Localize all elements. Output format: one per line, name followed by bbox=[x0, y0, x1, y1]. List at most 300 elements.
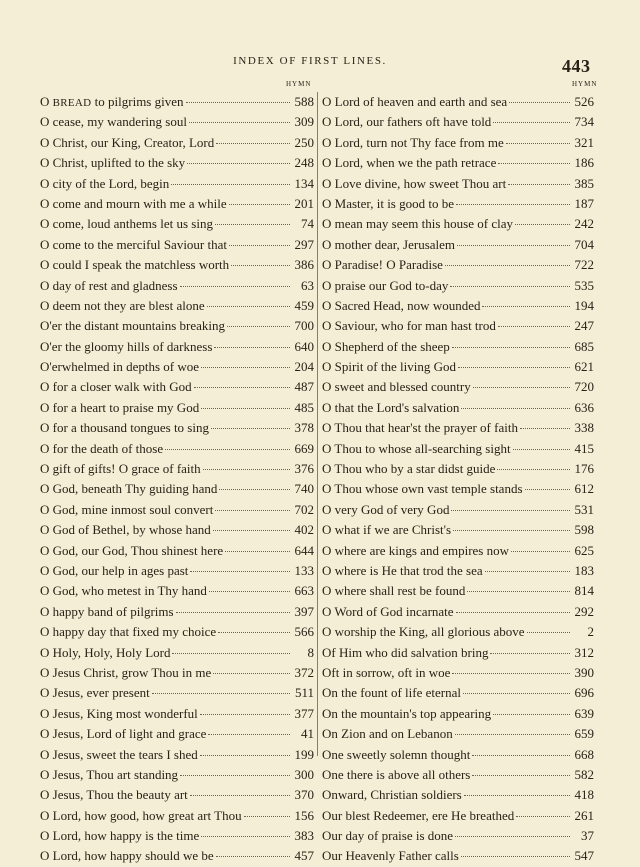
index-entry bbox=[40, 398, 314, 418]
dot-leader bbox=[515, 224, 570, 225]
first-line-text: Our blest Redeemer, ere He breathed bbox=[322, 807, 515, 823]
dot-leader bbox=[200, 714, 290, 715]
dot-leader bbox=[456, 204, 570, 205]
hymn-number: 566 bbox=[294, 624, 314, 640]
hymn-number: 704 bbox=[574, 236, 594, 252]
first-line-text: O Lord, how good, how great art Thou bbox=[40, 807, 242, 823]
first-line-text: O could I speak the matchless worth bbox=[40, 257, 230, 273]
dot-leader bbox=[213, 530, 290, 531]
hymn-number: 582 bbox=[574, 766, 594, 782]
dot-leader bbox=[458, 367, 570, 368]
index-entry bbox=[322, 683, 594, 703]
first-line-text: O Saviour, who for man hast trod bbox=[322, 318, 496, 334]
hymn-number: 194 bbox=[574, 297, 594, 313]
page-title: INDEX OF FIRST LINES. bbox=[233, 55, 387, 67]
dot-leader bbox=[450, 286, 570, 287]
index-entry bbox=[322, 826, 594, 846]
index-column-left bbox=[40, 92, 314, 867]
index-entry bbox=[40, 520, 314, 540]
hymn-number: 740 bbox=[294, 481, 314, 497]
first-line-text: O Shepherd of the sheep bbox=[322, 338, 450, 354]
dot-leader bbox=[229, 204, 290, 205]
dot-leader bbox=[472, 775, 570, 776]
dot-leader bbox=[509, 102, 570, 103]
index-entry bbox=[322, 133, 594, 153]
first-line-text: O for the death of those bbox=[40, 440, 164, 456]
dot-leader bbox=[216, 856, 290, 857]
index-entry bbox=[40, 500, 314, 520]
dot-leader bbox=[186, 102, 290, 103]
hymn-number: 74 bbox=[301, 216, 314, 232]
index-entry bbox=[40, 316, 314, 336]
hymn-number: 636 bbox=[574, 399, 594, 415]
index-entry bbox=[322, 296, 594, 316]
first-line-text: O'er the gloomy hills of darkness bbox=[40, 338, 213, 354]
index-entry bbox=[322, 174, 594, 194]
hymn-number: 386 bbox=[294, 257, 314, 273]
first-line-text: O gift of gifts! O grace of faith bbox=[40, 461, 201, 477]
dot-leader bbox=[229, 245, 290, 246]
first-line-text: O God, mine inmost soul convert bbox=[40, 501, 214, 517]
first-line-text: O deem not they are blest alone bbox=[40, 297, 205, 313]
dot-leader bbox=[218, 632, 290, 633]
first-line-prefix: O bbox=[40, 94, 53, 109]
hymn-number: 720 bbox=[574, 379, 594, 395]
first-line-text: O for a thousand tongues to sing bbox=[40, 420, 209, 436]
first-line-text: O Thou who by a star didst guide bbox=[322, 461, 496, 477]
hymn-number: 41 bbox=[301, 726, 314, 742]
first-line-text: O Jesus Christ, grow Thou in me bbox=[40, 664, 212, 680]
dot-leader bbox=[498, 326, 570, 327]
index-entry bbox=[40, 826, 314, 846]
first-line-text: O sweet and blessed country bbox=[322, 379, 471, 395]
dot-leader bbox=[456, 612, 570, 613]
dot-leader bbox=[493, 714, 570, 715]
dot-leader bbox=[201, 367, 290, 368]
index-entry bbox=[40, 561, 314, 581]
index-entry bbox=[322, 153, 594, 173]
dot-leader bbox=[463, 693, 570, 694]
first-line-text: O come, loud anthems let us sing bbox=[40, 216, 213, 232]
first-line-text: O Word of God incarnate bbox=[322, 603, 454, 619]
hymn-number: 668 bbox=[574, 746, 594, 762]
dot-leader bbox=[171, 184, 290, 185]
hymn-number: 134 bbox=[294, 175, 314, 191]
first-line-text: O Master, it is good to be bbox=[322, 195, 454, 211]
first-line-text: O Holy, Holy, Holy Lord bbox=[40, 644, 171, 660]
index-entry bbox=[322, 418, 594, 438]
dot-leader bbox=[472, 755, 570, 756]
dot-leader bbox=[464, 795, 570, 796]
hymn-number: 621 bbox=[574, 359, 594, 375]
hymn-number: 511 bbox=[294, 685, 314, 701]
dot-leader bbox=[225, 551, 290, 552]
first-line-text: O Jesus, sweet the tears I shed bbox=[40, 746, 198, 762]
hymn-number: 187 bbox=[574, 195, 594, 211]
first-line-text: One there is above all others bbox=[322, 766, 471, 782]
first-line-text: O day of rest and gladness bbox=[40, 277, 178, 293]
hymn-number: 370 bbox=[294, 787, 314, 803]
dot-leader bbox=[498, 163, 570, 164]
hymn-number: 292 bbox=[574, 603, 594, 619]
dot-leader bbox=[213, 673, 290, 674]
dot-leader bbox=[455, 734, 570, 735]
index-entry bbox=[322, 622, 594, 642]
hymn-number: 547 bbox=[574, 848, 594, 864]
dot-leader bbox=[200, 755, 290, 756]
dot-leader bbox=[452, 347, 570, 348]
index-entry bbox=[40, 133, 314, 153]
index-entry bbox=[322, 806, 594, 826]
hymn-number: 535 bbox=[574, 277, 594, 293]
dot-leader bbox=[207, 306, 290, 307]
hymn-number: 156 bbox=[294, 807, 314, 823]
first-line-text: O Jesus, Thou the beauty art bbox=[40, 787, 188, 803]
first-line-text: O city of the Lord, begin bbox=[40, 175, 170, 191]
index-entry bbox=[322, 724, 594, 744]
dot-leader bbox=[172, 653, 290, 654]
index-entry bbox=[40, 194, 314, 214]
first-line-text: O God of Bethel, by whose hand bbox=[40, 522, 211, 538]
index-entry bbox=[322, 276, 594, 296]
hymn-number: 702 bbox=[294, 501, 314, 517]
index-entry bbox=[322, 255, 594, 275]
hymn-number: 321 bbox=[574, 134, 594, 150]
dot-leader bbox=[511, 551, 570, 552]
index-entry bbox=[322, 235, 594, 255]
hymn-number: 397 bbox=[294, 603, 314, 619]
index-entry bbox=[40, 683, 314, 703]
hymn-number: 696 bbox=[574, 685, 594, 701]
dot-leader bbox=[457, 245, 570, 246]
first-line-text: O where are kings and empires now bbox=[322, 542, 509, 558]
dot-leader bbox=[461, 856, 570, 857]
hymn-column-header-left: HYMN bbox=[286, 80, 312, 88]
dot-leader bbox=[452, 673, 570, 674]
hymn-number: 644 bbox=[294, 542, 314, 558]
hymn-number: 385 bbox=[574, 175, 594, 191]
dot-leader bbox=[231, 265, 290, 266]
first-line-text: O Thou whose own vast temple stands bbox=[322, 481, 523, 497]
first-line-text: O Lord, when we the path retrace bbox=[322, 155, 497, 171]
dot-leader bbox=[461, 408, 570, 409]
dot-leader bbox=[180, 286, 290, 287]
first-line-text: O'er the distant mountains breaking bbox=[40, 318, 226, 334]
dot-leader bbox=[520, 428, 570, 429]
hymn-number: 176 bbox=[574, 461, 594, 477]
dot-leader bbox=[219, 489, 290, 490]
index-entry bbox=[40, 377, 314, 397]
first-line-text: O Jesus, King most wonderful bbox=[40, 705, 198, 721]
first-line-text: O Jesus, Thou art standing bbox=[40, 766, 179, 782]
first-line-text: O Christ, our King, Creator, Lord bbox=[40, 134, 215, 150]
hymn-number: 37 bbox=[581, 828, 594, 844]
first-line-text: O Thou that hear'st the prayer of faith bbox=[322, 420, 518, 436]
index-entry bbox=[322, 357, 594, 377]
first-line-text: Onward, Christian soldiers bbox=[322, 787, 462, 803]
first-line-text: O Paradise! O Paradise bbox=[322, 257, 443, 273]
index-entry bbox=[40, 214, 314, 234]
index-entry bbox=[40, 459, 314, 479]
hymn-number: 312 bbox=[574, 644, 594, 660]
dot-leader bbox=[215, 510, 290, 511]
hymn-number: 612 bbox=[574, 481, 594, 497]
hymn-number: 700 bbox=[294, 318, 314, 334]
hymn-number: 2 bbox=[587, 624, 594, 640]
index-entry bbox=[322, 377, 594, 397]
index-entry bbox=[322, 846, 594, 866]
dot-leader bbox=[527, 632, 570, 633]
hymn-number: 625 bbox=[574, 542, 594, 558]
first-line-text: O Love divine, how sweet Thou art bbox=[322, 175, 507, 191]
first-line-text: O God, our God, Thou shinest here bbox=[40, 542, 224, 558]
index-entry bbox=[322, 112, 594, 132]
hymn-number: 8 bbox=[307, 644, 314, 660]
dot-leader bbox=[201, 408, 290, 409]
hymn-number: 383 bbox=[294, 828, 314, 844]
index-entry bbox=[40, 745, 314, 765]
first-line-text: O God, our help in ages past bbox=[40, 562, 189, 578]
dot-leader bbox=[165, 449, 290, 450]
first-line-text bbox=[40, 92, 184, 112]
hymn-number: 598 bbox=[574, 522, 594, 538]
dot-leader bbox=[190, 571, 290, 572]
first-line-text: O where is He that trod the sea bbox=[322, 562, 483, 578]
dot-leader bbox=[244, 816, 290, 817]
hymn-number: 734 bbox=[574, 114, 594, 130]
index-entry bbox=[322, 602, 594, 622]
first-line-text: O happy band of pilgrims bbox=[40, 603, 174, 619]
index-entry bbox=[322, 194, 594, 214]
hymn-number: 588 bbox=[294, 94, 314, 109]
dot-leader bbox=[525, 489, 570, 490]
index-entry bbox=[40, 276, 314, 296]
first-line-text: O God, who metest in Thy hand bbox=[40, 583, 207, 599]
index-entry bbox=[40, 92, 314, 112]
dot-leader bbox=[493, 122, 570, 123]
hymn-number: 669 bbox=[294, 440, 314, 456]
index-entry bbox=[40, 622, 314, 642]
index-entry bbox=[40, 255, 314, 275]
hymn-number: 297 bbox=[294, 236, 314, 252]
first-line-text: O Lord, our fathers oft have told bbox=[322, 114, 492, 130]
first-line-text: O cease, my wandering soul bbox=[40, 114, 187, 130]
first-line-text: O Lord, how happy is the time bbox=[40, 828, 200, 844]
index-entry bbox=[40, 581, 314, 601]
first-line-text: O God, beneath Thy guiding hand bbox=[40, 481, 218, 497]
hymn-number: 659 bbox=[574, 726, 594, 742]
first-line-text: On Zion and on Lebanon bbox=[322, 726, 453, 742]
first-line-text: O mother dear, Jerusalem bbox=[322, 236, 456, 252]
first-line-text: O come and mourn with me a while bbox=[40, 195, 227, 211]
index-entry bbox=[40, 602, 314, 622]
dot-leader bbox=[214, 347, 290, 348]
hymn-number: 485 bbox=[294, 399, 314, 415]
hymn-number: 201 bbox=[294, 195, 314, 211]
first-line-text: Of Him who did salvation bring bbox=[322, 644, 489, 660]
index-entry bbox=[40, 846, 314, 866]
hymn-number: 338 bbox=[574, 420, 594, 436]
hymn-number: 133 bbox=[294, 562, 314, 578]
dot-leader bbox=[482, 306, 570, 307]
first-line-text: O mean may seem this house of clay bbox=[322, 216, 513, 232]
index-entry bbox=[322, 398, 594, 418]
hymn-number: 459 bbox=[294, 297, 314, 313]
index-column-right bbox=[322, 92, 594, 867]
first-line-text: O what if we are Christ's bbox=[322, 522, 452, 538]
hymn-number: 415 bbox=[574, 440, 594, 456]
hymn-number: 300 bbox=[294, 766, 314, 782]
dot-leader bbox=[216, 143, 290, 144]
hymn-number: 378 bbox=[294, 420, 314, 436]
first-line-text: O where shall rest be found bbox=[322, 583, 466, 599]
index-entry bbox=[40, 418, 314, 438]
hymn-number: 531 bbox=[574, 501, 594, 517]
hymn-number: 204 bbox=[294, 359, 314, 375]
first-line-text: Our day of praise is done bbox=[322, 828, 454, 844]
index-entry bbox=[322, 663, 594, 683]
index-entry bbox=[40, 724, 314, 744]
hymn-number: 250 bbox=[294, 134, 314, 150]
hymn-number: 526 bbox=[574, 94, 594, 109]
column-divider bbox=[317, 92, 318, 756]
dot-leader bbox=[227, 326, 290, 327]
hymn-number: 261 bbox=[574, 807, 594, 823]
index-entry bbox=[322, 581, 594, 601]
hymn-number: 402 bbox=[294, 522, 314, 538]
first-line-smallcaps: BREAD bbox=[52, 97, 92, 109]
dot-leader bbox=[152, 693, 290, 694]
index-entry bbox=[40, 337, 314, 357]
page-number: 443 bbox=[562, 56, 591, 76]
dot-leader bbox=[453, 530, 570, 531]
index-entry bbox=[322, 459, 594, 479]
first-line-text: O Spirit of the living God bbox=[322, 359, 456, 375]
hymn-number: 376 bbox=[294, 461, 314, 477]
first-line-text: O Jesus, ever present bbox=[40, 685, 150, 701]
dot-leader bbox=[208, 734, 290, 735]
index-entry bbox=[40, 112, 314, 132]
hymn-number: 814 bbox=[574, 583, 594, 599]
dot-leader bbox=[473, 387, 570, 388]
dot-leader bbox=[516, 816, 570, 817]
first-line-text: One sweetly solemn thought bbox=[322, 746, 471, 762]
first-line-text: Oft in sorrow, oft in woe bbox=[322, 664, 451, 680]
first-line-text: O worship the King, all glorious above bbox=[322, 624, 525, 640]
index-entry bbox=[40, 174, 314, 194]
index-entry bbox=[322, 541, 594, 561]
first-line-text: O happy day that fixed my choice bbox=[40, 624, 217, 640]
index-entry bbox=[322, 785, 594, 805]
hymn-number: 685 bbox=[574, 338, 594, 354]
index-entry bbox=[40, 153, 314, 173]
hymn-number: 63 bbox=[301, 277, 314, 293]
first-line-text: O Lord, turn not Thy face from me bbox=[322, 134, 504, 150]
hymn-number: 377 bbox=[294, 705, 314, 721]
index-entry bbox=[40, 785, 314, 805]
first-line-text: O that the Lord's salvation bbox=[322, 399, 460, 415]
index-entry bbox=[40, 357, 314, 377]
hymn-number: 242 bbox=[574, 216, 594, 232]
index-entry bbox=[322, 500, 594, 520]
dot-leader bbox=[513, 449, 570, 450]
dot-leader bbox=[194, 387, 290, 388]
first-line-text: O for a closer walk with God bbox=[40, 379, 192, 395]
dot-leader bbox=[445, 265, 570, 266]
index-entry bbox=[322, 479, 594, 499]
dot-leader bbox=[190, 795, 290, 796]
index-entry bbox=[322, 704, 594, 724]
index-entry bbox=[322, 520, 594, 540]
index-entry bbox=[322, 439, 594, 459]
dot-leader bbox=[211, 428, 290, 429]
first-line-text: On the fount of life eternal bbox=[322, 685, 461, 701]
hymn-number: 199 bbox=[294, 746, 314, 762]
index-entry bbox=[322, 745, 594, 765]
dot-leader bbox=[180, 775, 290, 776]
first-line-text: O'erwhelmed in depths of woe bbox=[40, 359, 200, 375]
index-entry bbox=[40, 541, 314, 561]
index-entry bbox=[322, 643, 594, 663]
first-line-text: O Lord, how happy should we be bbox=[40, 848, 214, 864]
index-entry bbox=[40, 235, 314, 255]
hymn-column-header-right: HYMN bbox=[572, 80, 598, 88]
hymn-number: 640 bbox=[294, 338, 314, 354]
first-line-text: O come to the merciful Saviour that bbox=[40, 236, 228, 252]
hymn-number: 186 bbox=[574, 155, 594, 171]
dot-leader bbox=[215, 224, 290, 225]
first-line-text: O Lord of heaven and earth and sea bbox=[322, 94, 508, 109]
first-line-text: On the mountain's top appearing bbox=[322, 705, 492, 721]
index-entry bbox=[40, 479, 314, 499]
index-entry bbox=[40, 439, 314, 459]
dot-leader bbox=[455, 836, 570, 837]
first-line-text: O Thou to whose all-searching sight bbox=[322, 440, 511, 456]
hymn-number: 183 bbox=[574, 562, 594, 578]
hymn-number: 639 bbox=[574, 705, 594, 721]
hymn-number: 247 bbox=[574, 318, 594, 334]
index-entry bbox=[40, 296, 314, 316]
dot-leader bbox=[490, 653, 570, 654]
index-entry bbox=[322, 337, 594, 357]
hymn-number: 663 bbox=[294, 583, 314, 599]
hymn-number: 722 bbox=[574, 257, 594, 273]
hymn-number: 418 bbox=[574, 787, 594, 803]
dot-leader bbox=[508, 184, 570, 185]
hymn-number: 248 bbox=[294, 155, 314, 171]
dot-leader bbox=[209, 591, 290, 592]
dot-leader bbox=[467, 591, 570, 592]
first-line-text: Our Heavenly Father calls bbox=[322, 848, 459, 864]
index-entry bbox=[322, 92, 594, 112]
index-entry bbox=[40, 704, 314, 724]
hymn-number: 372 bbox=[294, 664, 314, 680]
hymn-number: 309 bbox=[294, 114, 314, 130]
dot-leader bbox=[176, 612, 290, 613]
hymn-number: 390 bbox=[574, 664, 594, 680]
dot-leader bbox=[187, 163, 290, 164]
first-line-text: O very God of very God bbox=[322, 501, 450, 517]
index-entry bbox=[40, 643, 314, 663]
dot-leader bbox=[203, 469, 290, 470]
dot-leader bbox=[451, 510, 570, 511]
dot-leader bbox=[485, 571, 570, 572]
index-entry bbox=[322, 561, 594, 581]
first-line-rest: to pilgrims given bbox=[91, 94, 184, 109]
first-line-text: O Jesus, Lord of light and grace bbox=[40, 726, 207, 742]
first-line-text: O for a heart to praise my God bbox=[40, 399, 200, 415]
dot-leader bbox=[189, 122, 290, 123]
